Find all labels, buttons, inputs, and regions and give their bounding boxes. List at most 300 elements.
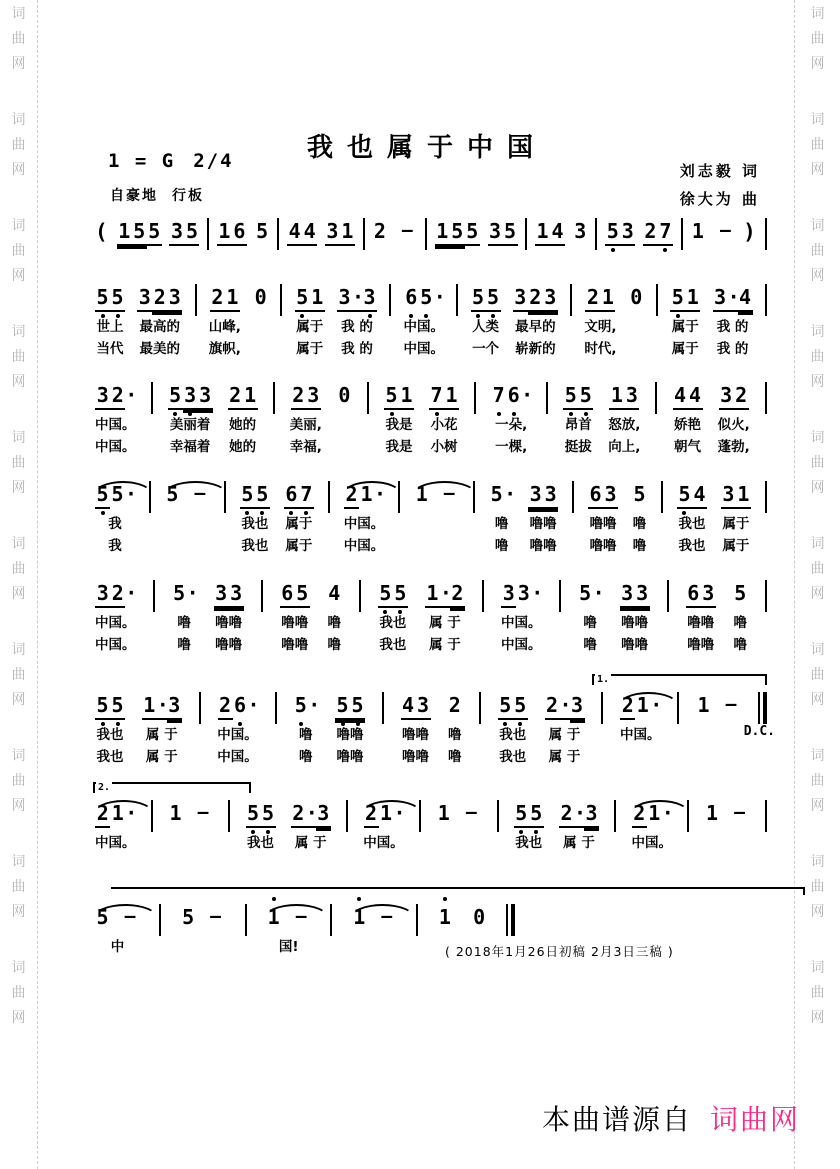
lyric-syllable-verse1: 最早的 [515, 319, 556, 335]
dotted-note-dot: · [728, 284, 738, 312]
note-cell [578, 580, 603, 656]
lyric-syllable-verse1: 中国。 [95, 615, 136, 631]
watermark-text-group [12, 536, 26, 602]
note-cell [690, 218, 735, 250]
barline [425, 218, 427, 250]
note-group [563, 382, 593, 414]
lyric-syllable-verse2: 噜 [494, 538, 509, 554]
note-group [514, 800, 544, 832]
watermark-character: 曲 [810, 879, 825, 895]
note-group [181, 904, 226, 936]
note-gap [387, 218, 397, 244]
note-char: 2 [291, 800, 306, 828]
note-group [713, 284, 753, 316]
dotted-note-dot: · [125, 801, 138, 825]
note-group [404, 284, 444, 316]
duration-dash: – [197, 802, 209, 823]
note-cell [488, 218, 518, 250]
watermark-character: 曲 [11, 455, 26, 471]
note-char: 2 [218, 692, 233, 720]
note-char: 1 [438, 905, 451, 929]
note-char: 2 [95, 800, 110, 828]
note-group [501, 580, 544, 612]
note-char: 3 [137, 284, 152, 312]
note-char: 5 [513, 692, 528, 720]
note-char: 1 [340, 218, 355, 246]
lyric-syllable-verse2: 时代, [584, 341, 617, 357]
tempo-marking [110, 185, 204, 205]
note-cell [404, 284, 445, 360]
dotted-note-dot: · [433, 285, 446, 309]
note-group [677, 481, 707, 513]
note-group [137, 284, 182, 316]
lyric-syllable-verse1: 噜 [494, 516, 509, 532]
lyric-syllable-verse1: 世上 [96, 319, 124, 335]
note-cell [620, 692, 661, 768]
note-char: 5 [132, 218, 147, 246]
note-cell [95, 382, 136, 458]
note-cell [425, 580, 465, 656]
watermark-character: 词 [11, 960, 26, 976]
note-cell [545, 692, 585, 768]
note-group [218, 692, 258, 724]
watermark-text-group [12, 324, 26, 390]
barline [601, 692, 603, 724]
watermark-character: 网 [11, 56, 26, 72]
watermark-character: 网 [11, 268, 26, 284]
note-group [217, 218, 247, 250]
watermark-text-group [811, 218, 825, 284]
note-group [401, 692, 431, 724]
note-char: 5 [246, 800, 261, 828]
note-cell [733, 580, 748, 656]
watermark-character: 曲 [810, 243, 825, 259]
barline [765, 800, 767, 832]
note-gap [711, 692, 721, 718]
note-group [117, 218, 162, 250]
lyric-syllable-verse1: 我也 [678, 516, 706, 532]
note-cell [169, 218, 199, 250]
watermark-character: 词 [11, 536, 26, 552]
note-cell [436, 800, 481, 854]
note-char: 3 [570, 692, 585, 720]
watermark-text-group [12, 854, 26, 920]
watermark-character: 曲 [810, 773, 825, 789]
footer-brand[interactable]: 词曲网 [709, 1103, 800, 1136]
note-group [629, 284, 644, 316]
lyric-syllable-verse2: 我 [108, 538, 122, 554]
watermark-character: 词 [810, 430, 825, 446]
note-cell [718, 382, 750, 458]
lyric-syllable-verse1: 噜 [299, 727, 313, 743]
note-group [287, 218, 317, 250]
watermark-character: 网 [810, 692, 825, 708]
music-notation-area [95, 204, 775, 959]
note-char: 5 [147, 218, 162, 246]
lyric-syllable-verse1: 怒放, [608, 417, 641, 433]
note-cell [266, 904, 311, 958]
note-char: 3 [167, 284, 182, 312]
note-gap [429, 481, 439, 507]
note-char: 5 [677, 481, 692, 509]
barline [277, 218, 279, 250]
watermark-character: 网 [11, 798, 26, 814]
watermark-character: 曲 [11, 773, 26, 789]
barline [346, 800, 348, 832]
note-char: 5 [168, 382, 183, 410]
lyric-syllable-verse1: 属 于 [429, 615, 461, 631]
note-cell [95, 692, 125, 768]
note-char: 1 [691, 219, 704, 243]
watermark-text-group [811, 748, 825, 814]
lyric-syllable-verse2: 中国。 [95, 637, 136, 653]
lyric-syllable-verse1: 最高的 [139, 319, 181, 335]
watermark-character: 词 [11, 112, 26, 128]
lyric-syllable-verse1: 属于 [285, 516, 313, 532]
watermark-character: 曲 [11, 31, 26, 47]
watermark-character: 曲 [810, 561, 825, 577]
note-char: 3 [501, 580, 516, 608]
duration-dash: – [381, 906, 393, 927]
note-char: 5 [111, 482, 124, 506]
watermark-character: 网 [810, 268, 825, 284]
note-char: 4 [550, 218, 565, 246]
lyric-syllable-verse2: 最美的 [139, 341, 181, 357]
lyric-syllable-verse2: 属 于 [145, 749, 178, 765]
lyric-syllable-verse1: 一朵, [495, 417, 528, 433]
note-group [437, 904, 452, 936]
note-char: 6 [686, 580, 701, 608]
volta-label: 2. [98, 782, 111, 793]
watermark-character: 网 [11, 1010, 26, 1026]
note-char: 5 [384, 382, 399, 410]
note-char: 6 [507, 383, 520, 407]
note-char: 0 [630, 285, 643, 309]
lyric-syllable-verse1: 我 的 [341, 319, 373, 335]
dotted-note-dot: · [661, 801, 674, 825]
note-char: 5 [256, 219, 269, 243]
note-cell [573, 218, 588, 250]
lyric-syllable-verse2: 我也 [499, 749, 527, 765]
note-group [95, 218, 109, 250]
lyric-syllable-verse1: 昂首 [564, 417, 592, 433]
barline [482, 580, 484, 612]
note-cell [253, 284, 268, 360]
barline [224, 481, 226, 513]
dotted-note-dot: · [247, 693, 260, 717]
lyric-syllable-verse1: 属 于 [548, 727, 581, 743]
note-char: 4 [401, 692, 416, 720]
composer-credit: 徐大为 曲 [679, 190, 760, 208]
lyric-syllable-verse2: 噜 [177, 637, 191, 653]
lyric-syllable-verse1: 噜噜 [281, 615, 309, 631]
lyric-syllable-verse1: 噜噜 [589, 516, 617, 532]
note-char: 4 [692, 481, 707, 509]
lyric-syllable-verse1: 噜 [327, 615, 342, 631]
lyric-syllable-verse1: 中国。 [631, 835, 672, 851]
duration-dash: – [443, 483, 455, 504]
note-char: 3 [169, 218, 184, 246]
note-char: 5 [295, 580, 310, 608]
note-cell [168, 800, 213, 854]
lyric-syllable-verse2: 噜 [632, 538, 647, 554]
lyric-syllable-verse1: 噜 [583, 615, 597, 631]
note-char: 2 [344, 481, 359, 509]
note-char: 2 [210, 284, 225, 312]
note-cell [363, 800, 404, 854]
note-group [95, 904, 140, 936]
note-char: 5 [670, 284, 685, 312]
barline [655, 382, 657, 414]
note-group [686, 580, 716, 612]
barline [153, 580, 155, 612]
note-cell [344, 481, 385, 557]
watermark-text-group [12, 6, 26, 72]
lyric-syllable-verse2: 噜噜 [402, 749, 429, 765]
watermark-character: 网 [810, 374, 825, 390]
note-group [240, 481, 270, 513]
note-group [337, 284, 377, 316]
music-system [95, 566, 767, 656]
note-char: 1 [117, 218, 132, 246]
note-cell [491, 382, 534, 458]
tempo-word: 行板 [172, 188, 204, 204]
note-group [690, 218, 735, 250]
note-gap [720, 800, 730, 826]
note-char: 5 [378, 580, 393, 608]
note-gap [705, 218, 715, 244]
dotted-note-dot: · [521, 383, 534, 407]
note-char: 3 [584, 800, 599, 828]
watermark-character: 词 [11, 218, 26, 234]
note-cell [643, 218, 673, 250]
watermark-character: 曲 [11, 667, 26, 683]
note-char: 5 [529, 800, 544, 828]
note-char: 1 [435, 218, 450, 246]
barline [207, 218, 209, 250]
note-char: 5 [96, 905, 109, 929]
barline [382, 692, 384, 724]
lyric-syllable-verse2: 幸福, [289, 439, 322, 455]
note-char: 5 [335, 692, 350, 720]
note-char: 3 [719, 382, 734, 410]
dotted-note-dot: · [125, 383, 138, 407]
watermark-text-group [12, 430, 26, 496]
note-char: 5 [95, 692, 110, 720]
note-char: 3 [543, 284, 558, 312]
dotted-note-dot: · [352, 284, 362, 312]
watermark-character: 曲 [11, 985, 26, 1001]
note-group [545, 692, 585, 724]
lyric-syllable-verse1: 我 [108, 516, 122, 532]
note-char: 5 [514, 800, 529, 828]
note-gap [367, 904, 377, 930]
note-group [578, 580, 603, 612]
note-char: 2 [734, 382, 749, 410]
note-char: 3 [416, 692, 431, 720]
note-char: 3 [713, 284, 728, 312]
note-char: 2 [620, 692, 635, 720]
lyric-syllable-verse2: 我 的 [716, 341, 749, 357]
note-cell [378, 580, 408, 656]
note-cell [337, 284, 377, 360]
lyric-syllable-verse2: 噜 [448, 749, 462, 765]
note-group [246, 800, 276, 832]
barline [149, 481, 151, 513]
note-char: 5 [503, 218, 518, 246]
watermark-character: 曲 [11, 879, 26, 895]
barline [572, 481, 574, 513]
note-char: 5 [294, 693, 307, 717]
note-gap [451, 800, 461, 826]
lyric-syllable-verse2: 挺拔 [564, 439, 592, 455]
lyric-syllable-verse2: 噜 [733, 637, 748, 653]
note-cell [95, 481, 138, 557]
note-char: 6 [284, 481, 299, 509]
note-group [95, 481, 138, 513]
lyric-syllable-verse2: 噜噜 [215, 637, 243, 653]
watermark-character: 词 [11, 6, 26, 22]
note-char: 5 [261, 800, 276, 828]
note-group [643, 218, 673, 250]
note-char: 3 [603, 481, 618, 509]
note-group [609, 382, 639, 414]
watermark-character: 曲 [810, 985, 825, 1001]
note-char: 1 [415, 482, 428, 506]
lyric-syllable-verse1: 中国。 [363, 835, 404, 851]
note-cell [705, 800, 750, 854]
barline [765, 580, 767, 612]
note-cell [228, 382, 258, 458]
watermark-character: 曲 [810, 137, 825, 153]
lyric-syllable-verse2: 中国。 [403, 341, 445, 357]
barline [765, 481, 767, 513]
note-char: 1 [535, 218, 550, 246]
note-char: 3 [701, 580, 716, 608]
note-char: 2 [228, 382, 243, 410]
note-cell [325, 218, 355, 250]
duration-dash: – [734, 802, 745, 823]
note-cell [447, 692, 462, 768]
barline [280, 284, 282, 316]
note-group [719, 382, 749, 414]
note-cell [172, 580, 197, 656]
note-group [95, 382, 138, 414]
lyric-syllable-verse1: 噜 [733, 615, 748, 631]
note-group [352, 904, 397, 936]
notation-symbol [743, 218, 757, 250]
note-char: 3 [528, 481, 543, 509]
barline [570, 284, 572, 316]
note-char: 7 [429, 382, 444, 410]
footer-source-label: 本曲谱源自 [541, 1103, 692, 1136]
barline [497, 800, 499, 832]
note-group [95, 284, 125, 316]
note-group [498, 692, 528, 724]
note-char: 5 [450, 218, 465, 246]
lyric-syllable-verse1: 娇艳 [674, 417, 702, 433]
note-cell [588, 481, 618, 557]
note-char: 3 [316, 800, 331, 828]
note-char: 3 [488, 218, 503, 246]
note-char: 2 [585, 284, 600, 312]
note-char: 1 [425, 580, 440, 608]
note-char: 0 [254, 285, 267, 309]
note-char: 5 [350, 692, 365, 720]
barline [416, 904, 418, 936]
note-group [255, 218, 270, 250]
note-char: 5 [579, 581, 592, 605]
note-char: 5 [240, 481, 255, 509]
note-group [425, 580, 465, 612]
note-group [372, 218, 417, 250]
note-char: 5 [95, 481, 110, 509]
note-group [384, 382, 414, 414]
watermark-character: 网 [810, 162, 825, 178]
note-cell [240, 481, 270, 557]
note-cell [95, 904, 140, 958]
note-cell [489, 481, 517, 557]
lyric-syllable-verse2: 噜噜 [281, 637, 309, 653]
note-group [378, 580, 408, 612]
note-group [142, 692, 182, 724]
final-barline [506, 904, 515, 936]
note-group [291, 382, 321, 414]
lyric-syllable-verse2: 崭新的 [515, 341, 556, 357]
note-char: 2 [110, 580, 125, 608]
note-char: 6 [280, 580, 295, 608]
note-group [535, 218, 565, 250]
note-group [472, 904, 487, 936]
lyric-syllable-verse1: 中国。 [95, 835, 136, 851]
volta-bracket [592, 674, 767, 685]
note-group [721, 481, 751, 513]
lyric-syllable-verse1: 美丽着 [169, 417, 211, 433]
note-char: 0 [338, 383, 351, 407]
dotted-note-dot: · [186, 581, 199, 605]
note-char: 1 [243, 382, 258, 410]
note-cell [514, 800, 544, 854]
note-char: 5 [184, 218, 199, 246]
note-cell [137, 284, 182, 360]
note-char: 5 [734, 581, 747, 605]
note-cell [168, 382, 213, 458]
note-char: 4 [328, 581, 341, 605]
lyric-syllable-verse2: 向上, [608, 439, 641, 455]
note-cell [559, 800, 599, 854]
barline [328, 481, 330, 513]
watermark-character: 词 [810, 324, 825, 340]
note-cell [95, 800, 136, 854]
lyric-syllable-verse2: 幸福着 [169, 439, 211, 455]
music-system [95, 368, 767, 458]
note-cell [255, 218, 270, 250]
lyric-syllable-verse2: 噜 [583, 637, 597, 653]
note-char: 3 [635, 580, 650, 608]
barline [398, 481, 400, 513]
watermark-character: 网 [11, 480, 26, 496]
note-char: 5 [110, 284, 125, 312]
parenthesis: ) [743, 220, 756, 244]
note-cell [721, 481, 751, 557]
note-group [528, 481, 558, 513]
note-char: 1 [225, 284, 240, 312]
note-char: 1 [111, 801, 124, 825]
barline [275, 692, 277, 724]
note-cell [337, 382, 352, 458]
lyric-syllable-verse1: 我也 [96, 727, 124, 743]
note-cell [713, 284, 753, 360]
